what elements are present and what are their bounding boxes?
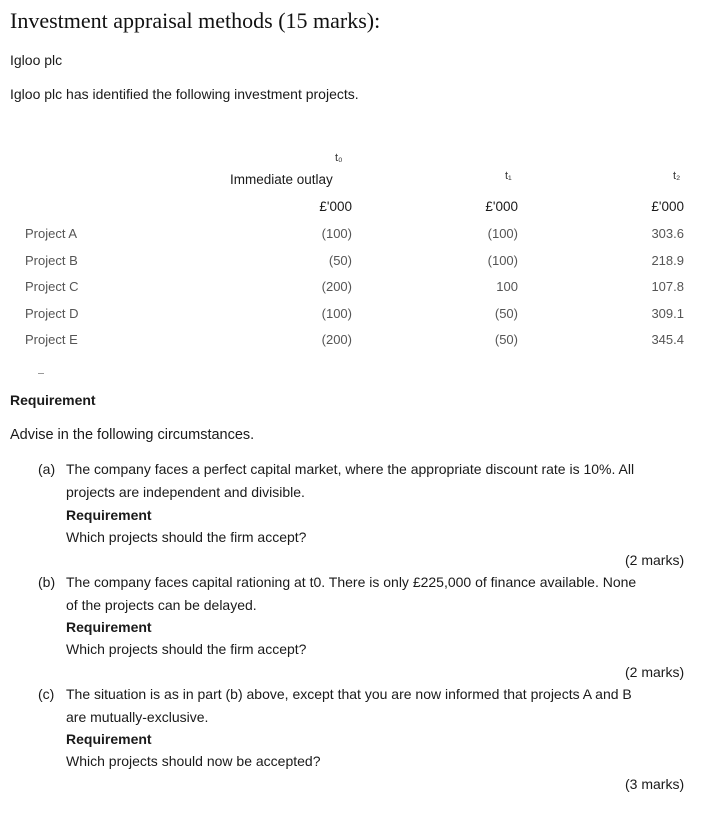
table-cell: 309.1 bbox=[651, 306, 684, 321]
part-text-line2: projects are independent and divisible. bbox=[66, 484, 305, 500]
stray-dash bbox=[38, 373, 44, 374]
part-text-line2: are mutually-exclusive. bbox=[66, 709, 209, 725]
table-cell: (50) bbox=[328, 253, 352, 268]
part-text-line1: The situation is as in part (b) above, except that you are now informed that projects A and B bbox=[66, 686, 632, 702]
row-label: Project A bbox=[25, 226, 78, 241]
outlay-header: Immediate outlay bbox=[230, 172, 333, 187]
unit-header-t2: £'000 bbox=[651, 199, 684, 214]
table-cell: 100 bbox=[496, 279, 518, 294]
unit-header-t1: £'000 bbox=[485, 199, 518, 214]
part-letter: (c) bbox=[38, 686, 55, 702]
table-cell: (50) bbox=[494, 332, 518, 347]
requirement-heading: Requirement bbox=[10, 392, 96, 408]
table-cell: (100) bbox=[321, 226, 352, 241]
time-label-t1: t₁ bbox=[505, 170, 512, 182]
part-letter: (b) bbox=[38, 574, 56, 590]
part-marks: (2 marks) bbox=[625, 664, 685, 680]
page-title: Investment appraisal methods (15 marks): bbox=[10, 8, 381, 33]
part-question: Which projects should the firm accept? bbox=[66, 529, 307, 545]
part-requirement: Requirement bbox=[66, 619, 152, 635]
table-cell: 107.8 bbox=[651, 279, 684, 294]
table-cell: 345.4 bbox=[651, 332, 684, 347]
part-requirement: Requirement bbox=[66, 731, 152, 747]
table-cell: 303.6 bbox=[651, 226, 684, 241]
table-cell: (50) bbox=[494, 306, 518, 321]
part-marks: (2 marks) bbox=[625, 552, 685, 568]
advise-text: Advise in the following circumstances. bbox=[10, 427, 255, 443]
part-text-line1: The company faces a perfect capital market, where the appropriate discount rate is 10%. All bbox=[66, 461, 635, 477]
table-cell: 218.9 bbox=[651, 253, 684, 268]
table-cell: (100) bbox=[487, 253, 518, 268]
time-label-t0: t₀ bbox=[335, 152, 343, 164]
row-label: Project E bbox=[25, 332, 78, 347]
part-text-line1: The company faces capital rationing at t0. There is only £225,000 of finance available. None bbox=[66, 574, 637, 590]
table-cell: (100) bbox=[321, 306, 352, 321]
part-question: Which projects should the firm accept? bbox=[66, 641, 307, 657]
row-label: Project D bbox=[25, 306, 79, 321]
time-label-t2: t₂ bbox=[673, 170, 681, 182]
intro-text: Igloo plc has identified the following investment projects. bbox=[10, 86, 359, 102]
table-cell: (100) bbox=[487, 226, 518, 241]
table-cell: (200) bbox=[321, 332, 352, 347]
part-text-line2: of the projects can be delayed. bbox=[66, 597, 257, 613]
company-name: Igloo plc bbox=[10, 52, 63, 68]
part-requirement: Requirement bbox=[66, 507, 152, 523]
part-question: Which projects should now be accepted? bbox=[66, 753, 321, 769]
unit-header-t0: £'000 bbox=[319, 199, 352, 214]
row-label: Project C bbox=[25, 279, 79, 294]
table-cell: (200) bbox=[321, 279, 352, 294]
part-letter: (a) bbox=[38, 461, 56, 477]
part-marks: (3 marks) bbox=[625, 776, 685, 792]
row-label: Project B bbox=[25, 253, 78, 268]
